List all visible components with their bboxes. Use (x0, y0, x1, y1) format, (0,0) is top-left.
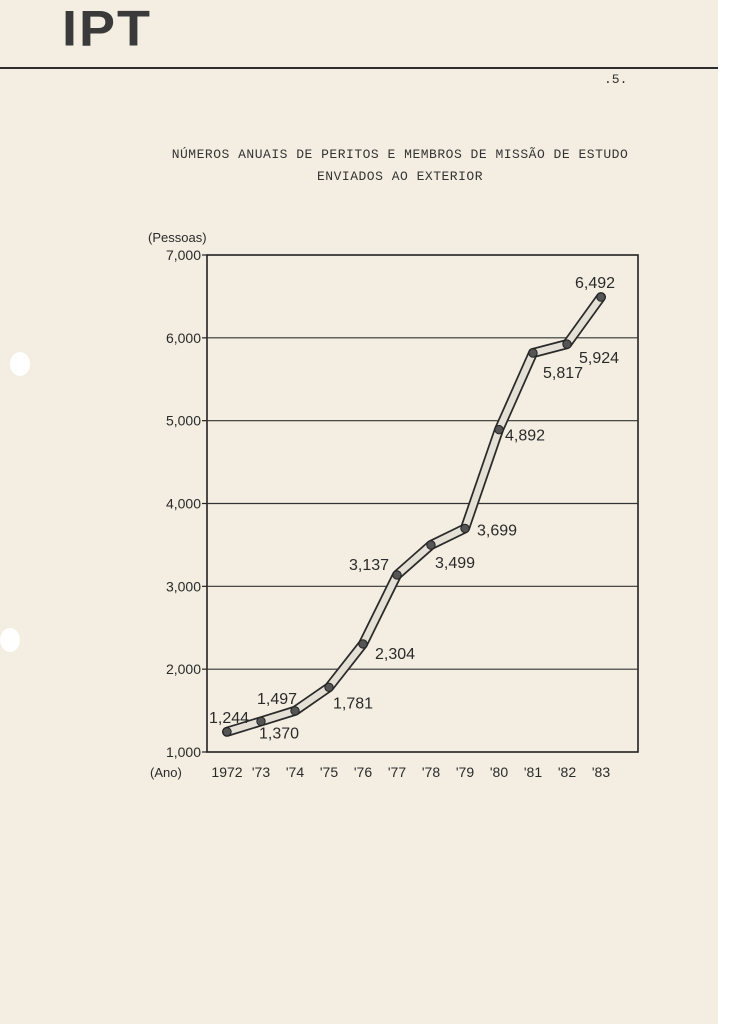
chart-title-line2: ENVIADOS AO EXTERIOR (316, 169, 484, 184)
data-point (325, 683, 333, 691)
data-label: 5,817 (542, 364, 584, 382)
data-label: 5,924 (578, 350, 620, 368)
data-label: 2,304 (374, 645, 416, 663)
data-label: 1,370 (258, 725, 300, 743)
x-tick-label: '73 (251, 764, 271, 780)
x-tick-label: '83 (591, 764, 611, 780)
data-label: 3,137 (348, 556, 390, 574)
x-axis-label: (Ano) (150, 765, 182, 780)
y-tick-label: 7,000 (165, 247, 201, 263)
page-number: .5. (604, 72, 628, 87)
x-tick-label: '80 (489, 764, 509, 780)
x-tick-label: '76 (353, 764, 373, 780)
data-point (529, 349, 537, 357)
data-point (427, 541, 435, 549)
x-tick-label: '75 (319, 764, 339, 780)
y-tick-label: 5,000 (165, 412, 201, 429)
x-tick-label: '79 (455, 764, 475, 780)
y-tick-label: 4,000 (165, 495, 201, 512)
data-point (563, 340, 571, 348)
data-point (359, 640, 367, 648)
chart-title-line1: NÚMEROS ANUAIS DE PERITOS E MEMBROS DE MISSÃO DE ESTUDO (171, 147, 629, 162)
data-label: 3,699 (476, 522, 518, 540)
data-point (223, 728, 231, 736)
y-tick-label: 1,000 (165, 744, 201, 760)
logo: IPT (62, 1, 153, 57)
series-line (227, 297, 601, 732)
x-tick-label: '82 (557, 764, 577, 780)
x-tick-label: 1972 (211, 764, 243, 780)
y-tick-label: 6,000 (165, 329, 201, 346)
data-label: 4,892 (504, 427, 546, 445)
data-label: 1,497 (256, 690, 298, 708)
data-point (461, 524, 469, 532)
y-tick-label: 2,000 (165, 661, 201, 678)
x-tick-label: '77 (387, 764, 407, 780)
data-point (597, 293, 605, 301)
data-point (393, 571, 401, 579)
x-tick-label: '81 (523, 764, 543, 780)
y-tick-label: 3,000 (165, 578, 201, 595)
data-label: 1,244 (208, 709, 250, 727)
data-label: 3,499 (434, 554, 476, 572)
y-axis-label: (Pessoas) (148, 230, 207, 245)
series-line-outline (227, 297, 601, 732)
data-point (291, 707, 299, 715)
data-point (257, 717, 265, 725)
x-tick-label: '74 (285, 764, 305, 780)
data-point (495, 425, 503, 433)
data-label: 1,781 (332, 695, 374, 713)
data-label: 6,492 (574, 275, 616, 293)
x-tick-label: '78 (421, 764, 441, 780)
